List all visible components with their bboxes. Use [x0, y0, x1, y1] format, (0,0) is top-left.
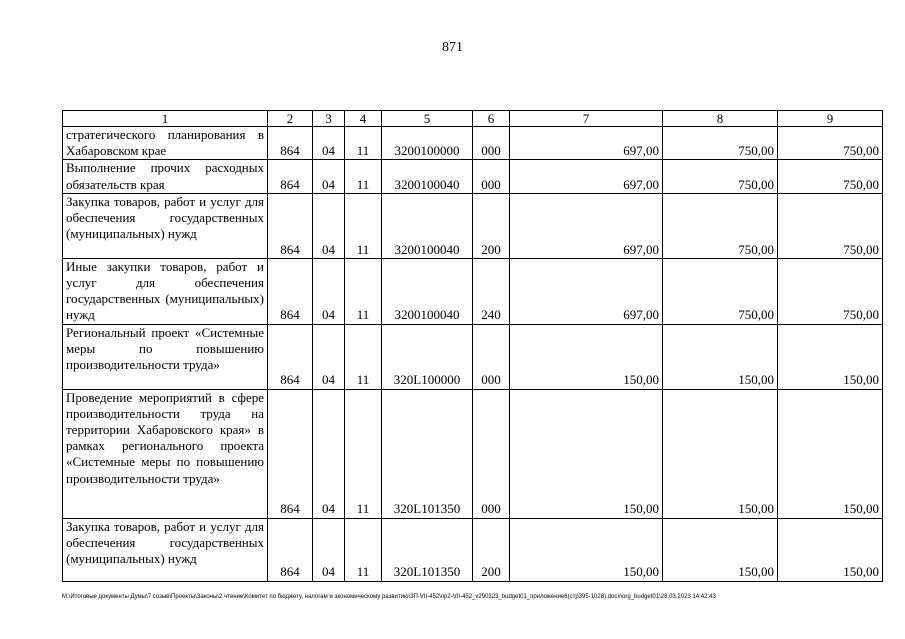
table-row — [63, 193, 883, 258]
column-header: 3 — [313, 111, 345, 127]
cell-c3: 04 — [313, 127, 345, 160]
cell-c9: 750,00 — [778, 258, 883, 324]
cell-c6: 000 — [473, 324, 510, 389]
column-header: 4 — [345, 111, 382, 127]
cell-c3: 04 — [313, 389, 345, 518]
table-row — [63, 324, 883, 389]
table-row — [63, 518, 883, 581]
column-header: 7 — [510, 111, 663, 127]
cell-c3: 04 — [313, 193, 345, 258]
cell-c4: 11 — [345, 193, 382, 258]
cell-c5: 320L100000 — [382, 324, 473, 389]
cell-c7: 697,00 — [510, 127, 663, 160]
cell-c2: 864 — [268, 160, 313, 193]
column-header: 2 — [268, 111, 313, 127]
cell-c9: 750,00 — [778, 127, 883, 160]
cell-c9: 750,00 — [778, 193, 883, 258]
cell-c4: 11 — [345, 324, 382, 389]
budget-table — [62, 110, 883, 582]
row-name: стратегического планирования в Хабаровском крае — [63, 127, 268, 160]
cell-c4: 11 — [345, 389, 382, 518]
cell-c3: 04 — [313, 160, 345, 193]
cell-c6: 000 — [473, 389, 510, 518]
cell-c7: 150,00 — [510, 389, 663, 518]
cell-c6: 000 — [473, 160, 510, 193]
cell-c2: 864 — [268, 389, 313, 518]
cell-c6: 200 — [473, 193, 510, 258]
row-name: Закупка товаров, работ и услуг для обеспечения государственных (муниципальных) нужд — [63, 518, 268, 581]
cell-c8: 750,00 — [663, 193, 778, 258]
cell-c8: 150,00 — [663, 518, 778, 581]
cell-c6: 000 — [473, 127, 510, 160]
cell-c8: 750,00 — [663, 258, 778, 324]
cell-c4: 11 — [345, 127, 382, 160]
row-name: Иные закупки товаров, работ и услуг для обеспечения государственных (муниципальных) нужд — [63, 258, 268, 324]
row-name: Закупка товаров, работ и услуг для обеспечения государственных (муниципальных) нужд — [63, 193, 268, 258]
cell-c8: 750,00 — [663, 127, 778, 160]
cell-c5: 3200100040 — [382, 193, 473, 258]
column-header: 1 — [63, 111, 268, 127]
cell-c2: 864 — [268, 258, 313, 324]
cell-c9: 750,00 — [778, 160, 883, 193]
cell-c6: 200 — [473, 518, 510, 581]
cell-c4: 11 — [345, 160, 382, 193]
footer-file-path: M:\Итоговые документы Думы\7 созыв\Проекты\Законы\2 чтение\Комитет по бюджету, налогам и экономическому развитию\3П-VII-452\пр2-VII-452_v290323_budget01_приложение6(стр395-1028).docx\org_budget01\28.03.2023 14:42:43 — [62, 594, 716, 600]
cell-c7: 150,00 — [510, 324, 663, 389]
cell-c5: 3200100040 — [382, 160, 473, 193]
column-header: 9 — [778, 111, 883, 127]
column-header: 5 — [382, 111, 473, 127]
cell-c6: 240 — [473, 258, 510, 324]
cell-c7: 697,00 — [510, 258, 663, 324]
cell-c8: 150,00 — [663, 324, 778, 389]
cell-c5: 320L101350 — [382, 518, 473, 581]
row-name: Выполнение прочих расходных обязательств края — [63, 160, 268, 193]
cell-c7: 150,00 — [510, 518, 663, 581]
page-number: 871 — [442, 40, 463, 55]
row-name: Региональный проект «Системные меры по повышению производительности труда» — [63, 324, 268, 389]
cell-c5: 3200100040 — [382, 258, 473, 324]
table-header-row — [63, 111, 883, 127]
cell-c2: 864 — [268, 518, 313, 581]
cell-c7: 697,00 — [510, 193, 663, 258]
table-row — [63, 160, 883, 193]
cell-c3: 04 — [313, 518, 345, 581]
cell-c5: 3200100000 — [382, 127, 473, 160]
cell-c2: 864 — [268, 324, 313, 389]
cell-c4: 11 — [345, 258, 382, 324]
cell-c9: 150,00 — [778, 389, 883, 518]
cell-c7: 697,00 — [510, 160, 663, 193]
cell-c2: 864 — [268, 193, 313, 258]
cell-c3: 04 — [313, 324, 345, 389]
cell-c4: 11 — [345, 518, 382, 581]
row-name: Проведение мероприятий в сфере производительности труда на территории Хабаровского края» в рамках регионального проекта «Системные меры по повышению производительности труда» — [63, 389, 268, 518]
cell-c3: 04 — [313, 258, 345, 324]
cell-c9: 150,00 — [778, 518, 883, 581]
table-row — [63, 258, 883, 324]
column-header: 6 — [473, 111, 510, 127]
cell-c9: 150,00 — [778, 324, 883, 389]
cell-c5: 320L101350 — [382, 389, 473, 518]
table-row — [63, 127, 883, 160]
cell-c8: 750,00 — [663, 160, 778, 193]
table-row — [63, 389, 883, 518]
cell-c2: 864 — [268, 127, 313, 160]
column-header: 8 — [663, 111, 778, 127]
cell-c8: 150,00 — [663, 389, 778, 518]
